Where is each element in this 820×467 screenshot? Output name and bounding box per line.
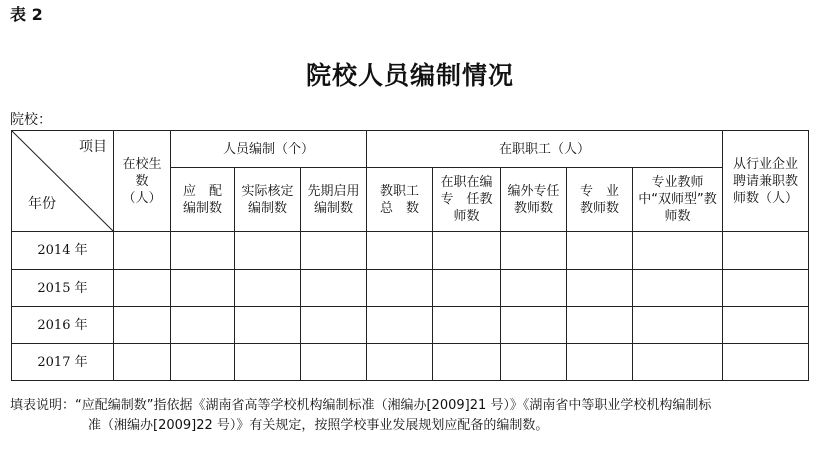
col-header-approved: 实际核定编制数 xyxy=(235,168,301,232)
input-cell[interactable] xyxy=(301,307,367,344)
input-cell[interactable] xyxy=(501,344,567,381)
input-cell[interactable] xyxy=(171,307,235,344)
col-header-on-staff-teachers: 在职在编专 任教师数 xyxy=(433,168,501,232)
input-cell[interactable] xyxy=(501,232,567,270)
input-cell[interactable] xyxy=(567,270,633,307)
input-cell[interactable] xyxy=(433,270,501,307)
input-cell[interactable] xyxy=(367,307,433,344)
group-header-staffing: 人员编制（个） xyxy=(171,131,367,168)
col-header-specialty-teachers: 专 业教师数 xyxy=(567,168,633,232)
input-cell[interactable] xyxy=(114,270,171,307)
staffing-table xyxy=(11,130,809,381)
input-cell[interactable] xyxy=(235,344,301,381)
input-cell[interactable] xyxy=(301,232,367,270)
input-cell[interactable] xyxy=(633,232,723,270)
input-cell[interactable] xyxy=(723,344,809,381)
instructions-line-1: 填表说明：“应配编制数”指依据《湖南省高等学校机构编制标准（湘编办[2009]21 号）》《湖南省中等职业学校机构编制标 xyxy=(10,398,712,413)
header-row-1 xyxy=(12,131,809,168)
input-cell[interactable] xyxy=(235,307,301,344)
year-cell: 2017 年 xyxy=(12,344,114,381)
year-cell: 2015 年 xyxy=(12,270,114,307)
input-cell[interactable] xyxy=(633,270,723,307)
instructions-line-2: 准（湘编办[2009]22 号）》有关规定，按照学校事业发展规划应配备的编制数。 xyxy=(88,418,549,433)
col-header-industry: 从行业企业聘请兼职教师数（人） xyxy=(723,131,809,232)
col-header-allocated: 应 配编制数 xyxy=(171,168,235,232)
input-cell[interactable] xyxy=(633,307,723,344)
input-cell[interactable] xyxy=(567,307,633,344)
input-cell[interactable] xyxy=(633,344,723,381)
input-cell[interactable] xyxy=(114,307,171,344)
input-cell[interactable] xyxy=(723,270,809,307)
input-cell[interactable] xyxy=(235,270,301,307)
fill-instructions xyxy=(10,396,816,436)
input-cell[interactable] xyxy=(114,344,171,381)
corner-cell xyxy=(12,131,114,232)
input-cell[interactable] xyxy=(235,232,301,270)
col-header-off-staff-teachers: 编外专任教师数 xyxy=(501,168,567,232)
year-cell: 2014 年 xyxy=(12,232,114,270)
col-header-pre-enabled: 先期启用编制数 xyxy=(301,168,367,232)
table-number: 表 2 xyxy=(10,5,43,24)
input-cell[interactable] xyxy=(171,344,235,381)
year-cell: 2016 年 xyxy=(12,307,114,344)
input-cell[interactable] xyxy=(367,344,433,381)
corner-year-label: 年份 xyxy=(28,196,56,212)
input-cell[interactable] xyxy=(501,270,567,307)
page-title: 院校人员编制情况 xyxy=(305,61,514,90)
input-cell[interactable] xyxy=(171,232,235,270)
input-cell[interactable] xyxy=(567,344,633,381)
input-cell[interactable] xyxy=(433,307,501,344)
input-cell[interactable] xyxy=(501,307,567,344)
input-cell[interactable] xyxy=(367,270,433,307)
col-header-total-staff: 教职工总 数 xyxy=(367,168,433,232)
table-row xyxy=(12,270,809,307)
input-cell[interactable] xyxy=(171,270,235,307)
table-row xyxy=(12,344,809,381)
input-cell[interactable] xyxy=(723,232,809,270)
col-header-students: 在校生数（人） xyxy=(114,131,171,232)
input-cell[interactable] xyxy=(433,344,501,381)
input-cell[interactable] xyxy=(301,344,367,381)
table-row xyxy=(12,232,809,270)
corner-item-label: 项目 xyxy=(79,139,107,155)
input-cell[interactable] xyxy=(723,307,809,344)
school-label: 院校： xyxy=(10,112,52,128)
table-row xyxy=(12,307,809,344)
input-cell[interactable] xyxy=(433,232,501,270)
group-header-employees: 在职职工（人） xyxy=(367,131,723,168)
input-cell[interactable] xyxy=(567,232,633,270)
col-header-dual-teachers: 专业教师中“双师型”教师数 xyxy=(633,168,723,232)
input-cell[interactable] xyxy=(114,232,171,270)
input-cell[interactable] xyxy=(301,270,367,307)
input-cell[interactable] xyxy=(367,232,433,270)
